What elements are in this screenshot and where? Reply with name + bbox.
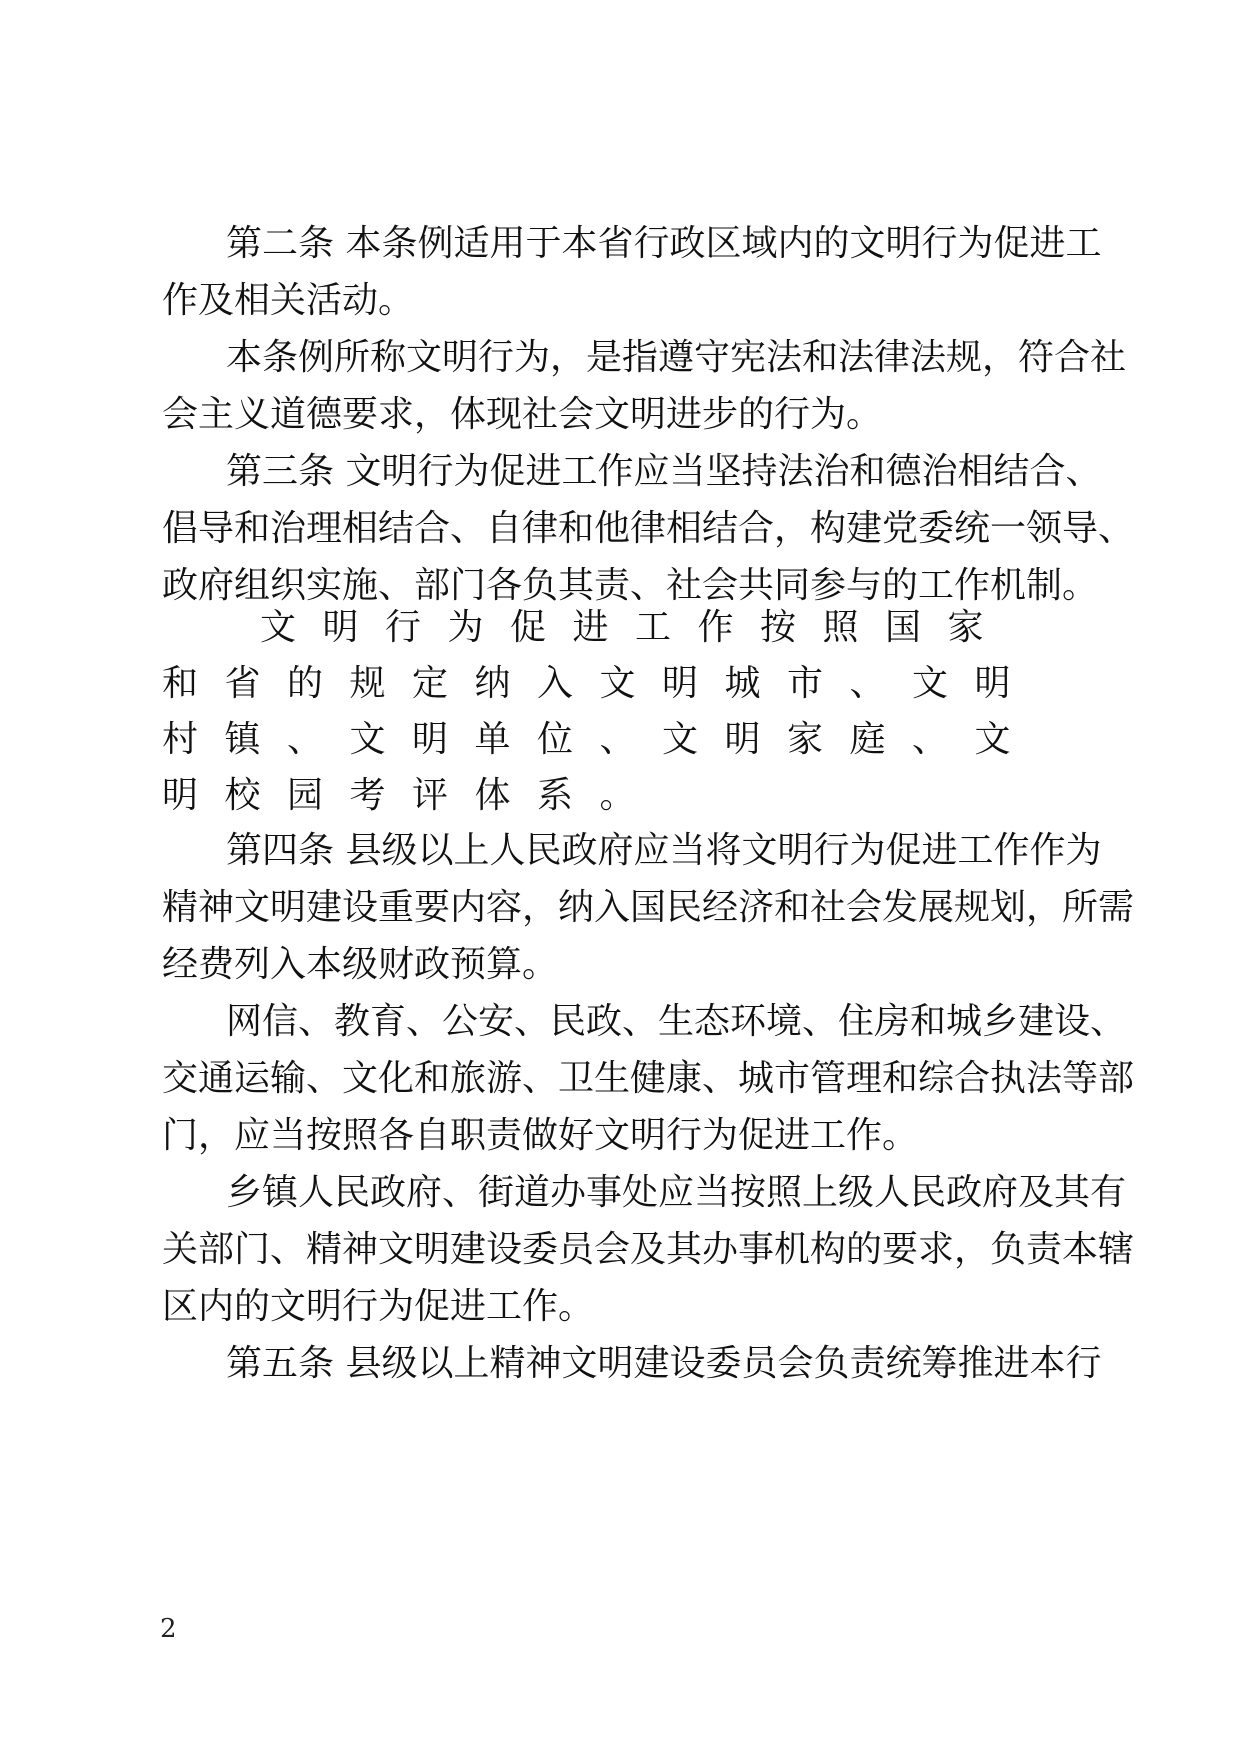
text-line: 乡镇人民政府、街道办事处应当按照上级人民政府及其有 xyxy=(226,1172,1127,1213)
text-line: 第四条 县级以上人民政府应当将文明行为促进工作作为 xyxy=(226,830,1102,871)
text-line: 本条例所称文明行为，是指遵守宪法和法律法规，符合社 xyxy=(226,337,1127,378)
text-line: 交通运输、文化和旅游、卫生健康、城市管理和综合执法等部 xyxy=(162,1058,1135,1099)
text-line: 第五条 县级以上精神文明建设委员会负责统筹推进本行 xyxy=(226,1343,1102,1384)
text-line: 文明行为促进工作按照国家 xyxy=(260,607,1011,648)
text-line: 村镇、文明单位、文明家庭、文 xyxy=(162,719,1038,760)
text-line: 网信、教育、公安、民政、生态环境、住房和城乡建设、 xyxy=(226,1001,1127,1042)
text-line: 倡导和治理相结合、自律和他律相结合，构建党委统一领导、 xyxy=(162,508,1135,549)
text-line: 关部门、精神文明建设委员会及其办事机构的要求，负责本辖 xyxy=(162,1229,1135,1270)
text-line: 作及相关活动。 xyxy=(162,280,415,321)
text-line: 第三条 文明行为促进工作应当坚持法治和德治相结合、 xyxy=(226,451,1102,492)
text-line: 区内的文明行为促进工作。 xyxy=(162,1286,595,1327)
text-line: 第二条 本条例适用于本省行政区域内的文明行为促进工 xyxy=(226,223,1102,264)
text-line: 政府组织实施、部门各负其责、社会共同参与的工作机制。 xyxy=(162,565,1099,606)
text-line: 和省的规定纳入文明城市、文明 xyxy=(162,663,1038,704)
text-line: 会主义道德要求，体现社会文明进步的行为。 xyxy=(162,394,883,435)
text-line: 门，应当按照各自职责做好文明行为促进工作。 xyxy=(162,1115,919,1156)
page-number: 2 xyxy=(160,1614,177,1644)
text-line: 精神文明建设重要内容，纳入国民经济和社会发展规划，所需 xyxy=(162,887,1135,928)
text-line: 经费列入本级财政预算。 xyxy=(162,944,559,985)
text-line: 明校园考评体系。 xyxy=(162,775,663,816)
